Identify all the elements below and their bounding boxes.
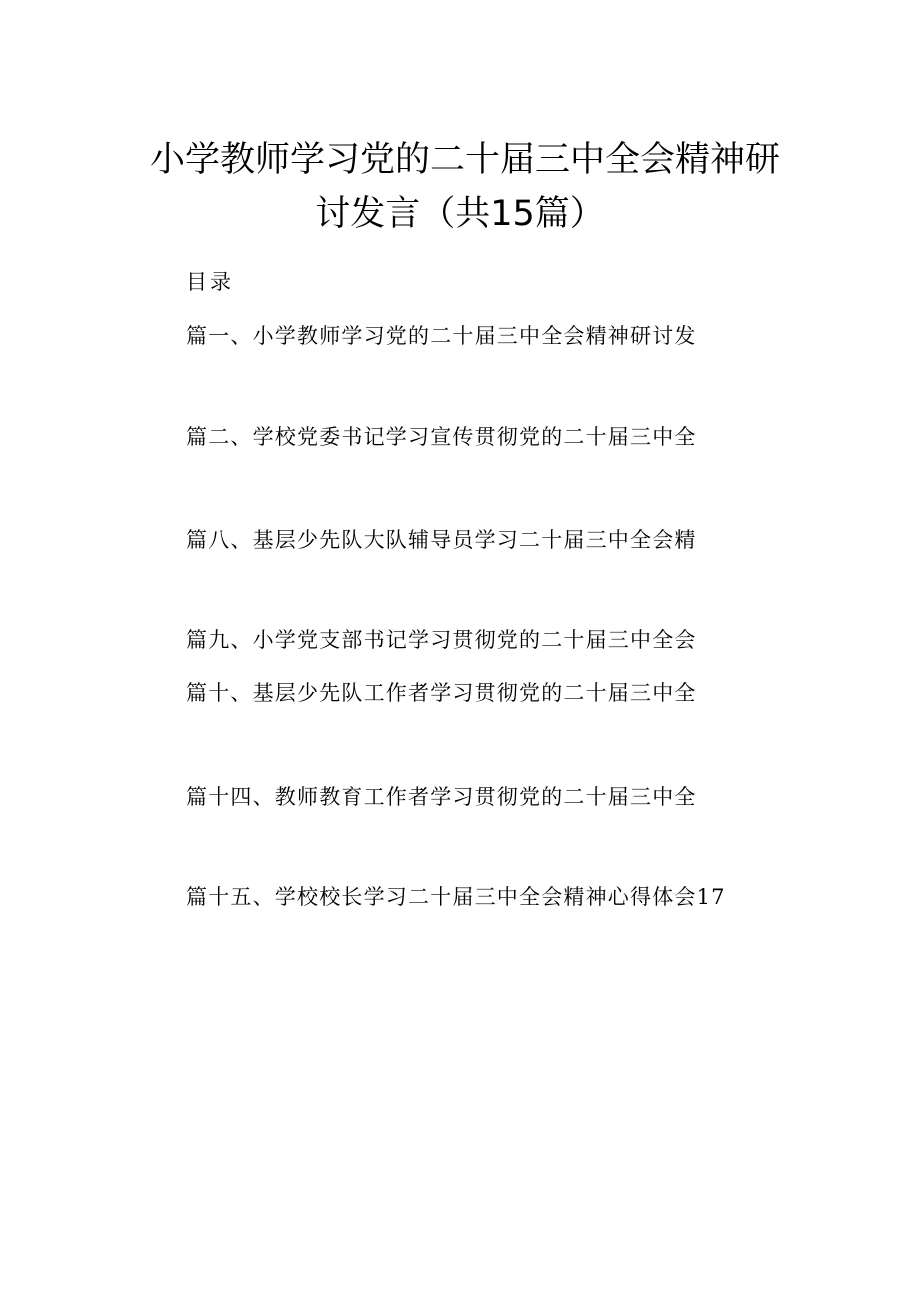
- document-title-line-1: 小学教师学习党的二十届三中全会精神研: [149, 140, 780, 180]
- toc-item[interactable]: 篇一、小学教师学习党的二十届三中全会精神研讨发: [186, 324, 697, 348]
- document-title-line-2: 讨发言（共15篇）: [315, 194, 605, 234]
- toc-item[interactable]: 篇十五、学校校长学习二十届三中全会精神心得体会17: [186, 885, 726, 909]
- toc-heading: 目录: [186, 270, 234, 294]
- toc-item[interactable]: 篇九、小学党支部书记学习贯彻党的二十届三中全会: [186, 628, 697, 652]
- toc-item[interactable]: 篇十四、教师教育工作者学习贯彻党的二十届三中全: [186, 785, 697, 809]
- toc-item[interactable]: 篇十、基层少先队工作者学习贯彻党的二十届三中全: [186, 681, 697, 705]
- toc-item[interactable]: 篇八、基层少先队大队辅导员学习二十届三中全会精: [186, 528, 697, 552]
- toc-item[interactable]: 篇二、学校党委书记学习宣传贯彻党的二十届三中全: [186, 425, 697, 449]
